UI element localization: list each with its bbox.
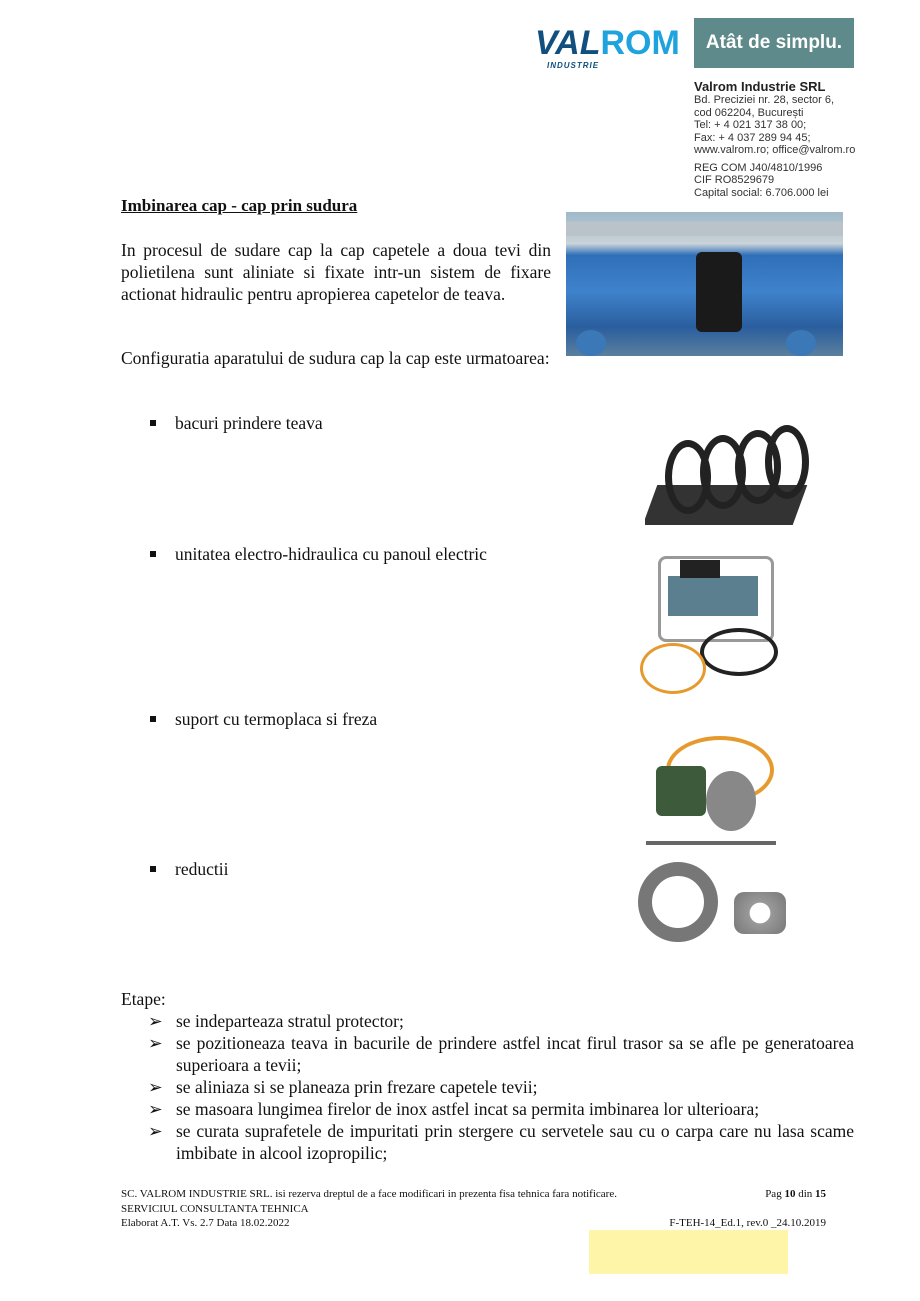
registry-line: Capital social: 6.706.000 lei xyxy=(694,186,829,199)
company-info xyxy=(694,79,855,199)
steps-label: Etape: xyxy=(121,989,166,1009)
arrow-bullet-icon: ➢ xyxy=(148,1099,163,1119)
reductions-photo xyxy=(636,860,796,945)
footer-department: SERVICIUL CONSULTANTA TEHNICA xyxy=(121,1202,309,1215)
arrow-bullet-icon: ➢ xyxy=(148,1033,163,1053)
footer-form-code: F-TEH-14_Ed.1, rev.0 _24.10.2019 xyxy=(669,1217,826,1229)
address-line: Bd. Preciziei nr. 28, sector 6, xyxy=(694,94,835,106)
footer-elaborated: Elaborat A.T. Vs. 2.7 Data 18.02.2022 xyxy=(121,1217,290,1229)
page-number: Pag 10 din 15 xyxy=(765,1188,826,1200)
step-item: ➢ se aliniaza si se planeaza prin frezare capetele tevii; xyxy=(148,1077,538,1097)
registry-line: CIF RO8529679 xyxy=(694,174,775,186)
valrom-logo: VAL ROM INDUSTRIE xyxy=(535,24,680,70)
hydraulic-unit-photo xyxy=(640,548,790,695)
component-item: unitatea electro-hidraulica cu panoul electric xyxy=(150,543,487,565)
address-line: Fax: + 4 037 289 94 45; xyxy=(694,131,811,144)
arrow-bullet-icon: ➢ xyxy=(148,1121,163,1141)
step-item: ➢ se indeparteaza stratul protector; xyxy=(148,1011,404,1031)
arrow-bullet-icon: ➢ xyxy=(148,1011,163,1031)
pipe-welding-photo xyxy=(566,212,843,356)
steps-list xyxy=(148,1010,854,1164)
config-paragraph: Configuratia aparatului de sudura cap la cap este urmatoarea: xyxy=(121,348,550,368)
step-item: ➢ se pozitioneaza teava in bacurile de prindere astfel incat firul trasor sa se afle pe generatoarea superioara a tevii; xyxy=(148,1033,854,1075)
intro-paragraph: In procesul de sudare cap la cap capetele a doua tevi din polietilena sunt aliniate si fixate intr-un sistem de fixare actionat hidraulic pentru apropierea capetelor de teava. xyxy=(121,240,551,304)
page-footer xyxy=(121,1187,826,1231)
slogan-banner: Atât de simplu. xyxy=(694,18,854,68)
step-item: ➢ se curata suprafetele de impuritati prin stergere cu servetele sau cu o carpa care nu lasa scame imbibate in alcool izopropilic; xyxy=(148,1121,854,1163)
address-line: Tel: + 4 021 317 38 00; xyxy=(694,119,807,131)
section-title: Imbinarea cap - cap prin sudura xyxy=(121,196,358,215)
clamps-photo xyxy=(645,425,810,535)
address-line: www.valrom.ro; office@valrom.ro xyxy=(694,144,856,156)
component-item: suport cu termoplaca si freza xyxy=(150,708,377,730)
heating-plate-support-photo xyxy=(636,726,790,856)
step-item: ➢ se masoara lungimea firelor de inox astfel incat sa permita imbinarea lor ulterioara; xyxy=(148,1099,760,1119)
company-name: Valrom Industrie SRL xyxy=(694,79,826,94)
address-line: cod 062204, București xyxy=(694,106,804,119)
component-item: reductii xyxy=(150,858,228,880)
highlight-box xyxy=(589,1230,788,1274)
component-item: bacuri prindere teava xyxy=(150,412,323,434)
footer-disclaimer: SC. VALROM INDUSTRIE SRL. isi rezerva dreptul de a face modificari in prezenta fisa tehnica fara notificare. xyxy=(121,1188,617,1200)
arrow-bullet-icon: ➢ xyxy=(148,1077,163,1097)
registry-line: REG COM J40/4810/1996 xyxy=(694,161,823,174)
